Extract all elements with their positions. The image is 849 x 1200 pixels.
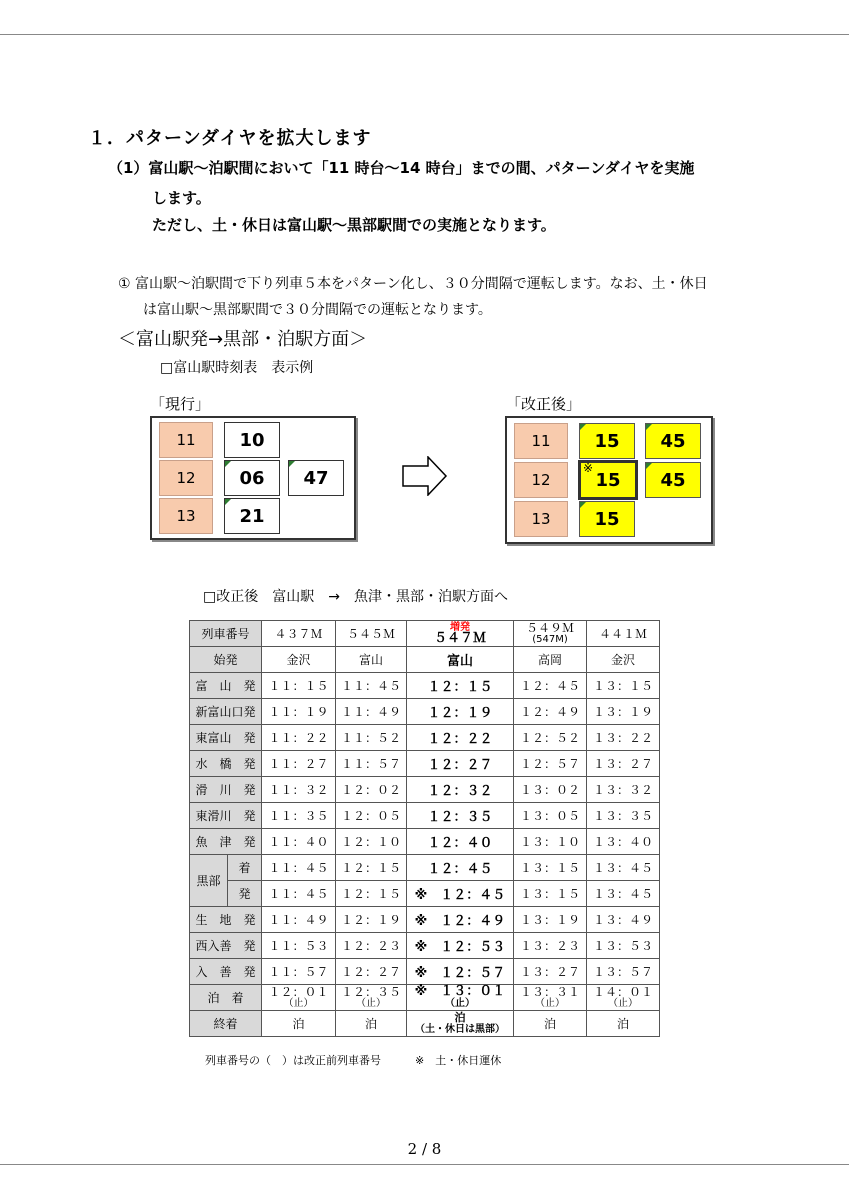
time: １３：２７ [514,959,587,985]
heading-2-note: ただし、土・休日は富山駅～黒部駅間での実施となります。 [152,216,556,234]
time: １２：２７ [336,959,407,985]
time: １２：２３ [336,933,407,959]
time: １３：１９ [514,907,587,933]
revised-hour-12: 12 [514,462,568,498]
revised-label: 「改正後」 [506,395,582,413]
time: １４：０１ （止） [587,985,660,1011]
time: １１：４９ [336,699,407,725]
footnote-2: ※ 土・休日運休 [415,1054,502,1067]
current-min-12-06: 06 [224,460,280,496]
time: １１：５２ [336,725,407,751]
table-row [190,933,660,959]
time: １２：３２ [407,777,514,803]
station-name: 新富山口発 [190,699,262,725]
time: １１：２２ [262,725,336,751]
h-terminal: 終着 [190,1011,262,1037]
time: １３：０５ [514,803,587,829]
station-name: 魚 津 発 [190,829,262,855]
origin: 富山 [407,647,514,673]
terminal: 泊 [587,1011,660,1037]
time: １２：５７ [514,751,587,777]
time: １３：４９ [587,907,660,933]
time: １３：２２ [587,725,660,751]
time: １３：０２ [514,777,587,803]
h-origin: 始発 [190,647,262,673]
time: １３：４０ [587,829,660,855]
time: １１：４９ [262,907,336,933]
arrow-right-icon [402,456,448,496]
time: １２：１９ [407,699,514,725]
origin: 高岡 [514,647,587,673]
time: １２：４０ [407,829,514,855]
station-name: 富 山 発 [190,673,262,699]
time: １２：１５ [407,673,514,699]
table-row [190,829,660,855]
station-name: 東滑川 発 [190,803,262,829]
revised-min-12-15: ※ 15 [578,460,638,500]
timetable-caption: □富山駅時刻表 表示例 [160,360,314,376]
time: １１：１５ [262,673,336,699]
table-row [190,673,660,699]
table-row [190,647,660,673]
time: ※ １２：４９ [407,907,514,933]
current-hour-11: 11 [159,422,213,458]
time: １１：３５ [262,803,336,829]
item-1-line-1: ① 富山駅～泊駅間で下り列車５本をパターン化し、３０分間隔で運転します。なお、土・休日 [118,276,708,292]
time: ※ １２：５３ [407,933,514,959]
current-min-12-47: 47 [288,460,344,496]
time: １３：１９ [587,699,660,725]
section-title: ＜富山駅発→黒部・泊駅方面＞ [118,329,368,350]
station-name: 西入善 発 [190,933,262,959]
table-row [190,985,660,1011]
revised-min-13-15: 15 [579,501,635,537]
current-hour-12: 12 [159,460,213,496]
time: １３：３５ [587,803,660,829]
time: １１：４５ [262,855,336,881]
train-no: ４４１Ｍ [587,621,660,647]
time: １２：３５ （止） [336,985,407,1011]
time: １１：１９ [262,699,336,725]
table-row [190,751,660,777]
time: １３：５７ [587,959,660,985]
train-no-extra: 増発 ５４７Ｍ [407,621,514,647]
page-number: 2 / 8 [407,1140,442,1158]
origin: 金沢 [587,647,660,673]
time: １３：２７ [587,751,660,777]
time: ※ １２：５７ [407,959,514,985]
time: １２：４５ [407,855,514,881]
dep-label: 発 [228,881,262,907]
time: ※ １２：４５ [407,881,514,907]
table-caption: □改正後 富山駅 → 魚津・黒部・泊駅方面へ [203,589,508,605]
origin: 金沢 [262,647,336,673]
table-row [190,803,660,829]
terminal: 泊 （土・休日は黒部） [407,1011,514,1037]
revised-hour-11: 11 [514,423,568,459]
train-no: ５４９Ｍ (547M) [514,621,587,647]
table-row [190,621,660,647]
time: １２：１５ [336,855,407,881]
time: １１：５３ [262,933,336,959]
revised-min-11-15: 15 [579,423,635,459]
footnote-1: 列車番号の（ ）は改正前列車番号 [205,1054,381,1067]
time: １２：３５ [407,803,514,829]
table-row [190,777,660,803]
time: １１：４０ [262,829,336,855]
terminal: 泊 [336,1011,407,1037]
note-mark: ※ [583,461,594,475]
revised-hour-13: 13 [514,501,568,537]
station-name: 東富山 発 [190,725,262,751]
time: １２：４５ [514,673,587,699]
heading-2: （1）富山駅～泊駅間において「11 時台～14 時台」までの間、パターンダイヤを実施 [108,159,695,177]
table-row [190,907,660,933]
time: １１：４５ [336,673,407,699]
item-1-line-2: は富山駅～黒部駅間で３０分間隔での運転となります。 [143,302,492,318]
time: １１：５７ [336,751,407,777]
time: １２：１９ [336,907,407,933]
time: １３：３２ [587,777,660,803]
h-train: 列車番号 [190,621,262,647]
time: １３：１５ [514,881,587,907]
time: １２：４９ [514,699,587,725]
st-tomari: 泊 着 [190,985,262,1011]
bottom-rule [0,1164,849,1165]
terminal: 泊 [514,1011,587,1037]
origin: 富山 [336,647,407,673]
timetable [189,620,660,1037]
heading-2-cont: します。 [152,189,211,207]
current-label: 「現行」 [150,395,211,413]
time: １３：１０ [514,829,587,855]
time: １３：１５ [587,673,660,699]
table-row [190,1011,660,1037]
time: １３：１５ [514,855,587,881]
time: １２：２７ [407,751,514,777]
table-row [190,881,660,907]
heading-1: １．パターンダイヤを拡大します [88,128,372,149]
station-name: 滑 川 発 [190,777,262,803]
time: １２：０２ [336,777,407,803]
table-row [190,855,660,881]
revised-min-11-45: 45 [645,423,701,459]
time: １２：０５ [336,803,407,829]
time: １２：１５ [336,881,407,907]
time: １３：３１ （止） [514,985,587,1011]
station-name: 水 橋 発 [190,751,262,777]
revised-min-12-45: 45 [645,462,701,498]
time: ※ １３：０１ （止） [407,985,514,1011]
top-rule [0,34,849,35]
train-no: ５４５Ｍ [336,621,407,647]
time: １１：３２ [262,777,336,803]
time: １３：５３ [587,933,660,959]
time: １３：２３ [514,933,587,959]
table-row [190,699,660,725]
table-row [190,725,660,751]
time: １２：２２ [407,725,514,751]
current-min-11-10: 10 [224,422,280,458]
train-no: ４３７Ｍ [262,621,336,647]
time: １１：５７ [262,959,336,985]
time: １２：５２ [514,725,587,751]
arr-label: 着 [228,855,262,881]
current-hour-13: 13 [159,498,213,534]
time: １１：２７ [262,751,336,777]
time: １２：０１ （止） [262,985,336,1011]
time: １３：４５ [587,881,660,907]
station-name: 入 善 発 [190,959,262,985]
table-row [190,959,660,985]
station-name: 生 地 発 [190,907,262,933]
current-min-13-21: 21 [224,498,280,534]
time: １２：１０ [336,829,407,855]
terminal: 泊 [262,1011,336,1037]
st-kurobe: 黒部 [190,855,228,907]
time: １３：４５ [587,855,660,881]
time: １１：４５ [262,881,336,907]
